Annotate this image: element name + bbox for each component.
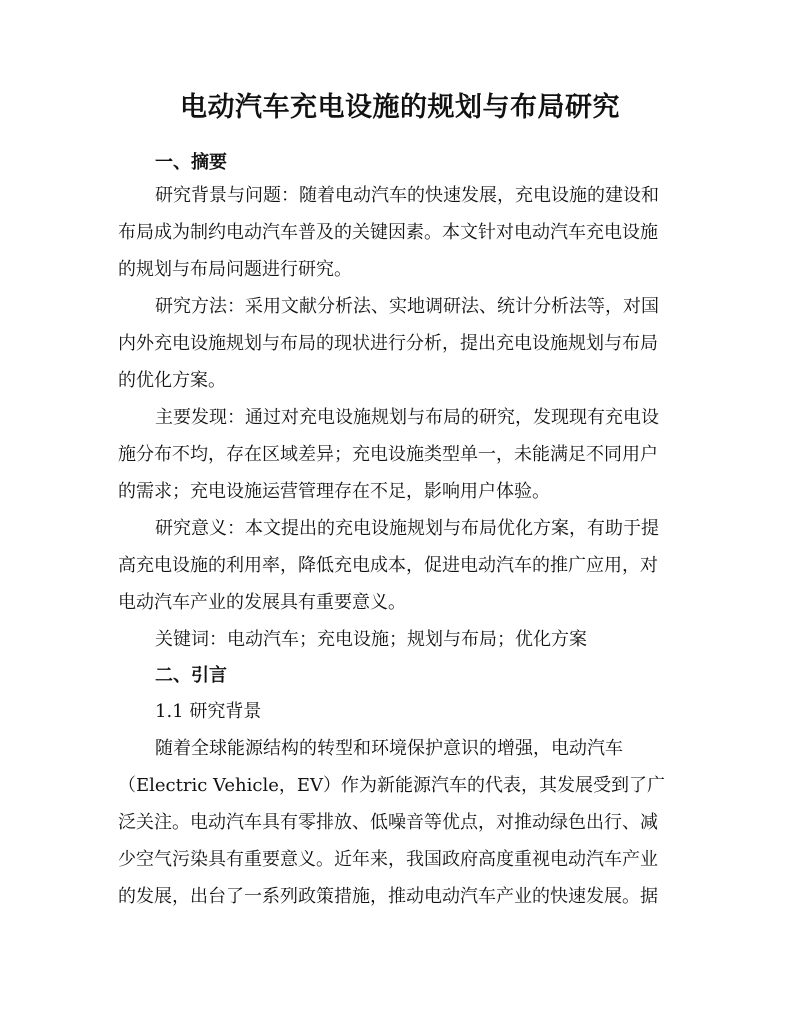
abstract-background-line: 研究背景与问题：随着电动汽车的快速发展，充电设施的建设和 — [155, 185, 659, 206]
document-title: 电动汽车充电设施的规划与布局研究 — [180, 92, 620, 123]
section-heading-introduction: 二、引言 — [155, 665, 227, 686]
abstract-keywords: 关键词：电动汽车；充电设施；规划与布局；优化方案 — [155, 629, 587, 650]
subsection-heading-background: 1.1 研究背景 — [155, 701, 262, 722]
abstract-method-line: 内外充电设施规划与布局的现状进行分析，提出充电设施规划与布局 — [118, 333, 658, 354]
intro-background-line: 的发展，出台了一系列政策措施，推动电动汽车产业的快速发展。据 — [118, 886, 658, 907]
intro-background-line: （Electric Vehicle，EV）作为新能源汽车的代表，其发展受到了广 — [118, 775, 666, 796]
abstract-significance-line: 高充电设施的利用率，降低充电成本，促进电动汽车的推广应用，对 — [118, 555, 658, 576]
section-heading-abstract: 一、摘要 — [155, 152, 227, 173]
abstract-background-line: 布局成为制约电动汽车普及的关键因素。本文针对电动汽车充电设施 — [118, 222, 658, 243]
abstract-method-line: 研究方法：采用文献分析法、实地调研法、统计分析法等，对国 — [155, 296, 659, 317]
abstract-findings-line: 的需求；充电设施运营管理存在不足，影响用户体验。 — [118, 481, 550, 502]
intro-background-line: 少空气污染具有重要意义。近年来，我国政府高度重视电动汽车产业 — [118, 849, 658, 870]
intro-background-line: 泛关注。电动汽车具有零排放、低噪音等优点，对推动绿色出行、减 — [118, 812, 658, 833]
abstract-findings-line: 施分布不均，存在区域差异；充电设施类型单一，未能满足不同用户 — [118, 444, 658, 465]
abstract-findings-line: 主要发现：通过对充电设施规划与布局的研究，发现现有充电设 — [155, 407, 659, 428]
intro-background-line: 随着全球能源结构的转型和环境保护意识的增强，电动汽车 — [155, 738, 623, 759]
abstract-significance-line: 电动汽车产业的发展具有重要意义。 — [118, 592, 406, 613]
abstract-significance-line: 研究意义：本文提出的充电设施规划与布局优化方案，有助于提 — [155, 518, 659, 539]
abstract-method-line: 的优化方案。 — [118, 370, 226, 391]
abstract-background-line: 的规划与布局问题进行研究。 — [118, 259, 352, 280]
